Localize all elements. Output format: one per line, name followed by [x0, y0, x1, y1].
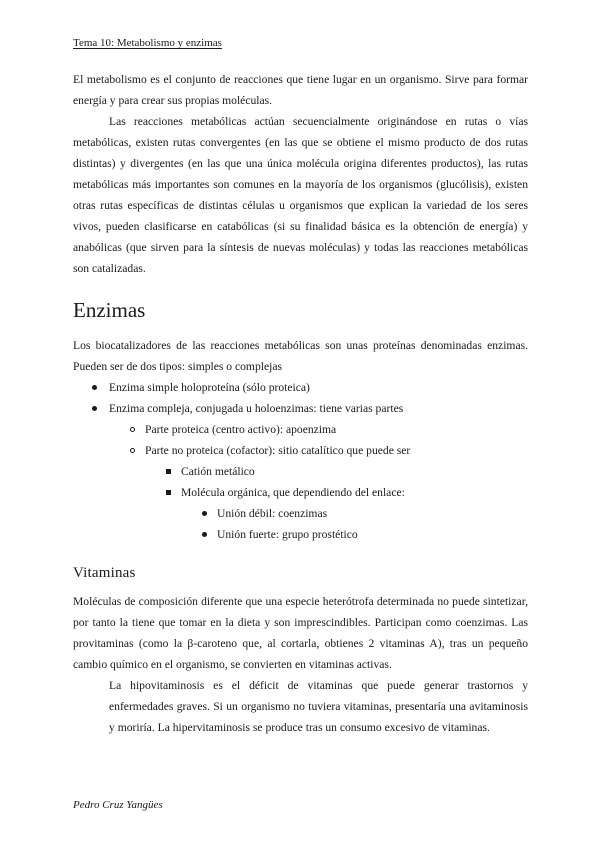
- list-item: Enzima compleja, conjugada u holoenzimas: tiene varias partes: [73, 398, 528, 419]
- bullet-disc-icon: [197, 524, 211, 545]
- intro-paragraph-1: El metabolismo es el conjunto de reacciones que tiene lugar en un organismo. Sirve para formar energía y para crear sus propias moléculas.: [73, 73, 528, 107]
- page-header: Tema 10: Metabolismo y enzimas: [73, 37, 222, 49]
- section-heading-enzimas: Enzimas: [73, 298, 146, 322]
- bullet-circle-icon: [125, 440, 139, 461]
- bullet-disc-icon: [197, 503, 211, 524]
- vitaminas-paragraph-2: La hipovitaminosis es el déficit de vitaminas que puede generar trastornos y enfermedades graves. Si un organismo no tuviera vitaminas, presentaría una avitaminosis y moriría. La hipervitaminosis se produce tras un consumo excesivo de vitaminas.: [109, 679, 528, 734]
- list-item: Unión fuerte: grupo prostético: [73, 524, 528, 545]
- list-item: Unión débil: coenzimas: [73, 503, 528, 524]
- list-item: Molécula orgánica, que dependiendo del enlace:: [73, 482, 528, 503]
- bullet-circle-icon: [125, 419, 139, 440]
- bullet-disc-icon: [87, 398, 101, 419]
- enzimas-intro: Los biocatalizadores de las reacciones metabólicas son unas proteínas denominadas enzimas. Pueden ser de dos tipos: simples o complejas: [73, 339, 528, 373]
- list-item: Enzima simple holoproteína (sólo proteica): [73, 377, 528, 398]
- section-heading-vitaminas: Vitaminas: [73, 565, 136, 581]
- list-item: Catión metálico: [73, 461, 528, 482]
- list-item: Parte no proteica (cofactor): sitio catalítico que puede ser: [73, 440, 528, 461]
- bullet-disc-icon: [87, 377, 101, 398]
- intro-paragraph-2: Las reacciones metabólicas actúan secuencialmente originándose en rutas o vías metabólicas, existen rutas convergentes (en las que se obtiene el mismo producto de dos rutas distintas) y divergentes (en las que una única molécula origina diferentes productos), las rutas metabólicas más importantes son comunes en la mayoría de los organismos (glucólisis), existen otras rutas específicas de distintas células u organismos que explican la variedad de los seres vivos, pueden clasificarse en catabólicas (si su finalidad básica es la obtención de energía) y anabólicas (que sirven para la síntesis de nuevas moléculas) y todas las reacciones metabólicas son catalizadas.: [73, 115, 528, 275]
- enzimas-list: [73, 377, 528, 545]
- document-body: [73, 69, 528, 738]
- page-footer-author: Pedro Cruz Yangües: [73, 799, 163, 811]
- bullet-square-icon: [161, 482, 175, 503]
- bullet-square-icon: [161, 461, 175, 482]
- vitaminas-paragraph-1: Moléculas de composición diferente que una especie heterótrofa determinada no puede sintetizar, por tanto la tiene que tomar en la dieta y son imprescindibles. Participan como coenzimas. Las provitaminas (como la β-caroteno que, al cortarla, obtienes 2 vitaminas A), tras un pequeño cambio químico en el organismo, se convierten en vitaminas activas.: [73, 595, 528, 671]
- list-item: Parte proteica (centro activo): apoenzima: [73, 419, 528, 440]
